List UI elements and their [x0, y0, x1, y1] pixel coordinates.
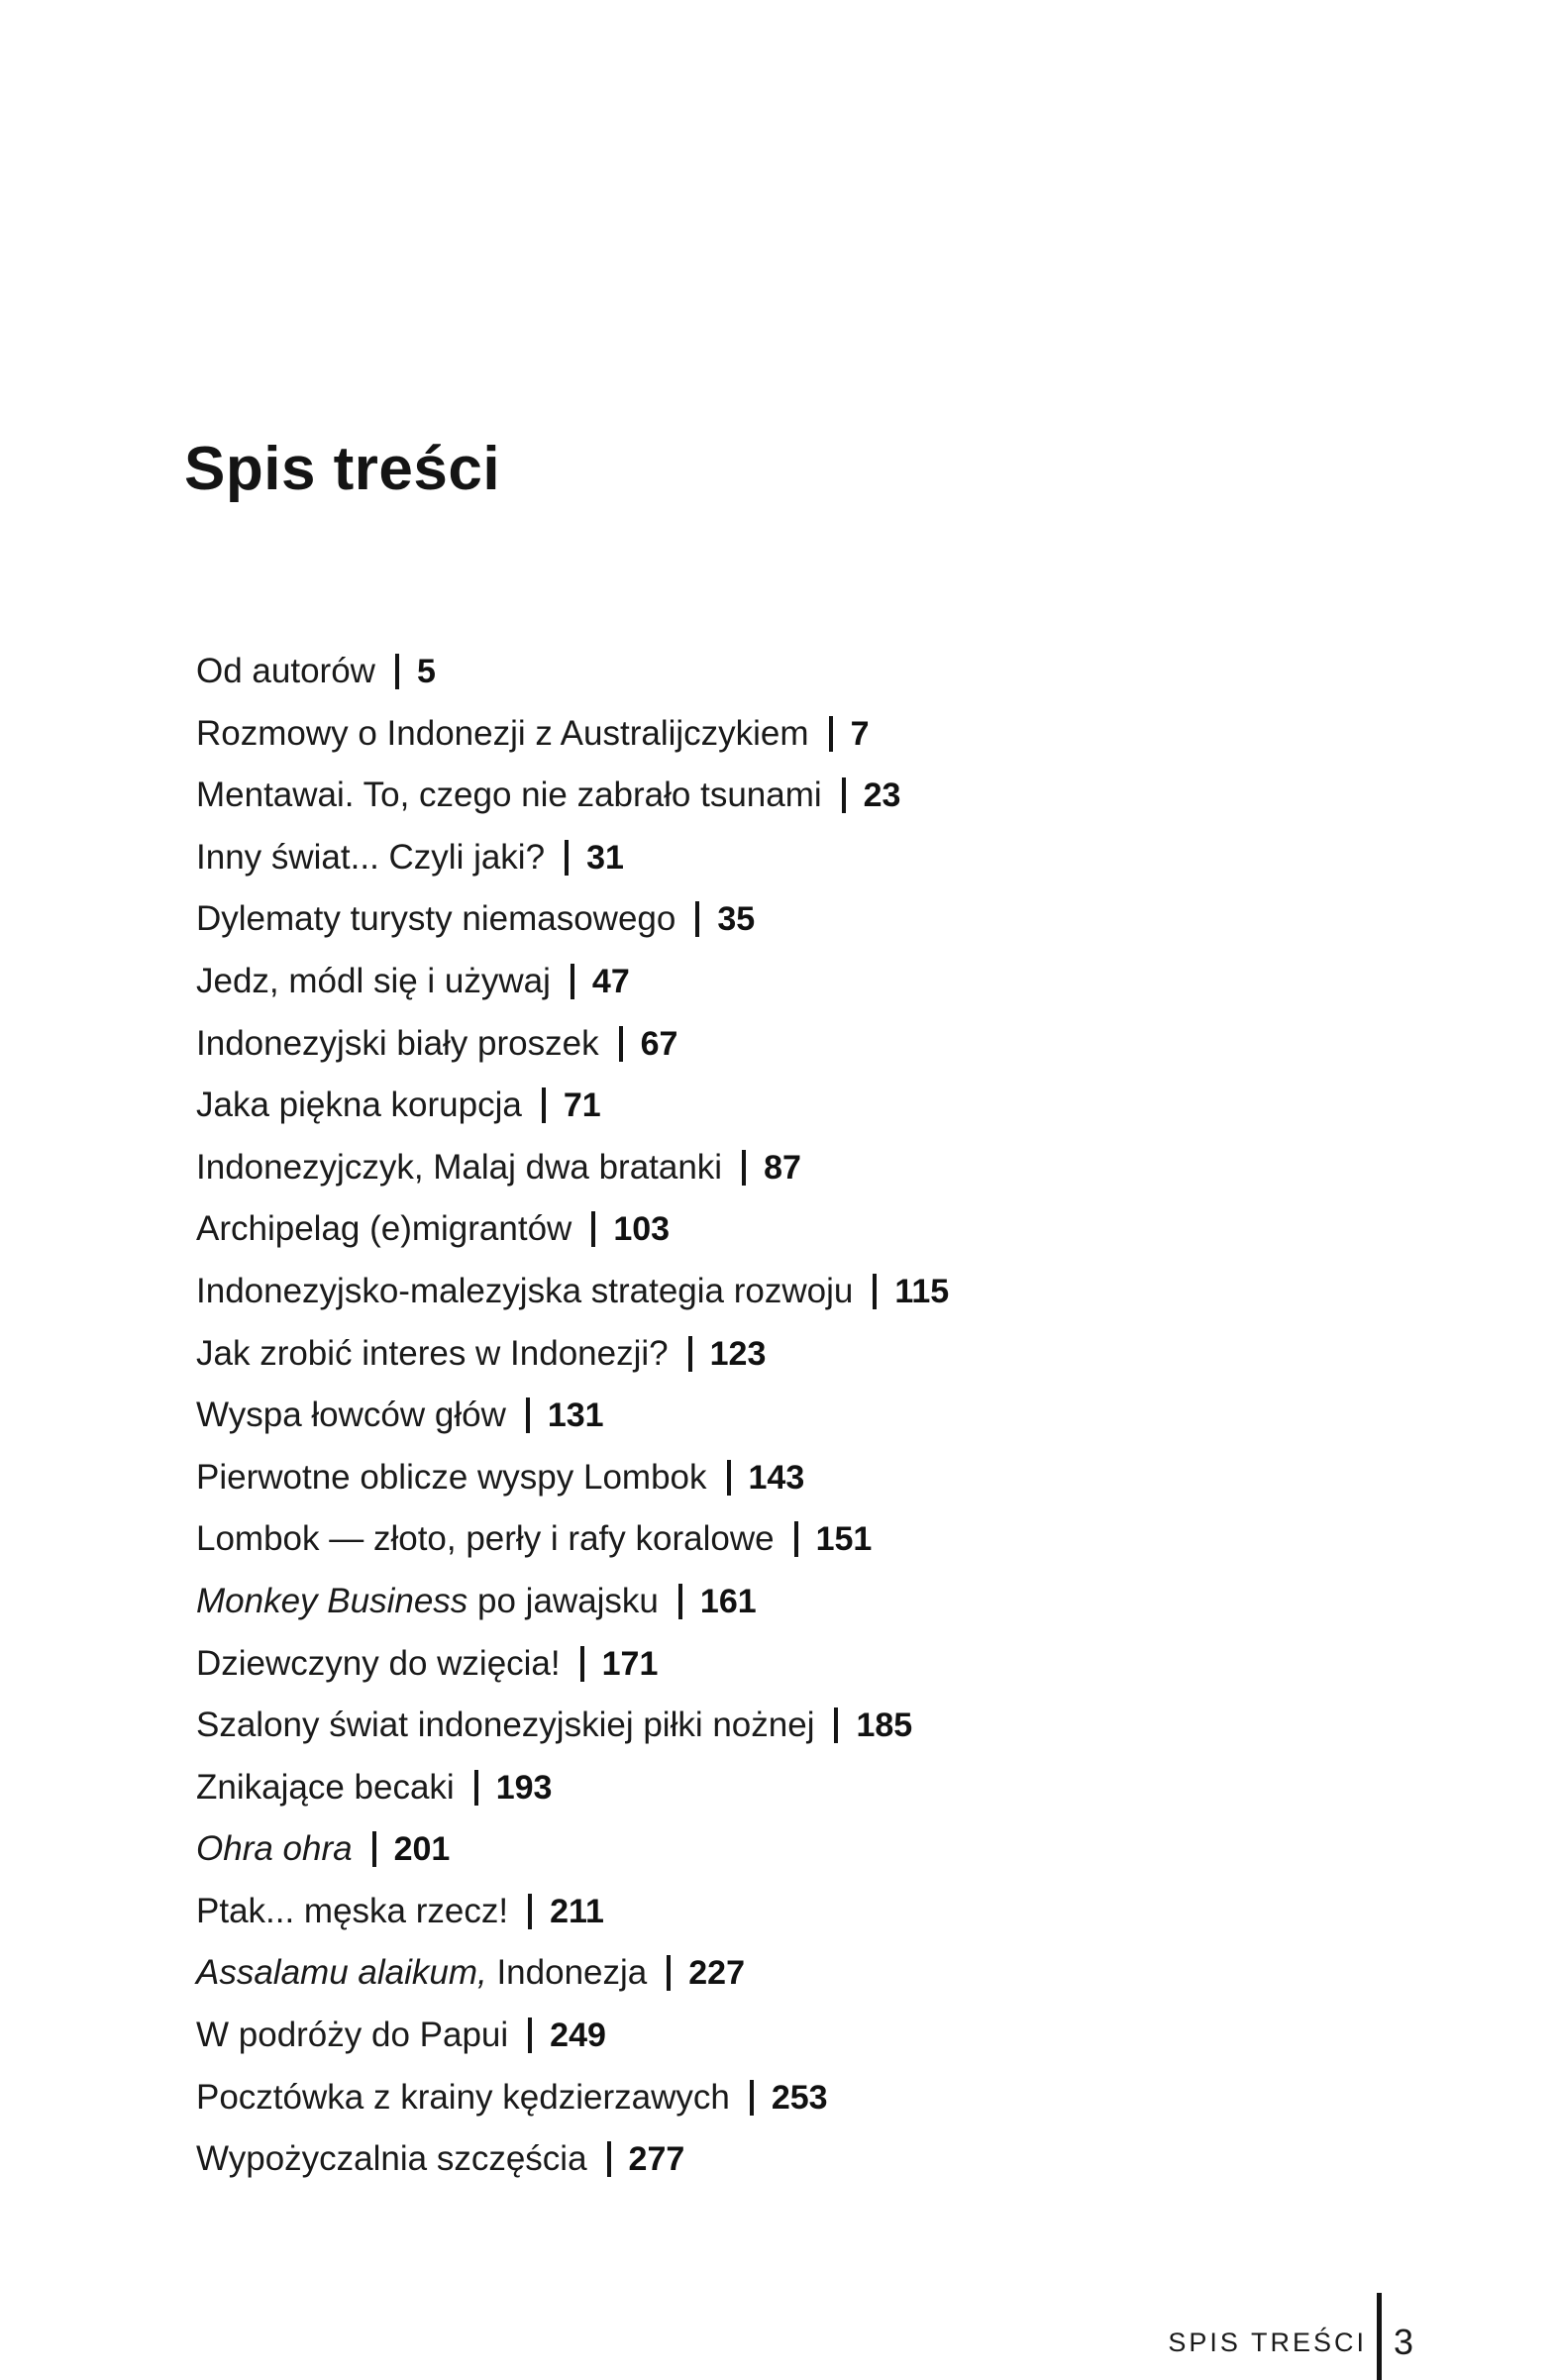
toc-entry [196, 888, 949, 951]
toc-page-number: 115 [894, 1272, 950, 1310]
toc-entry [196, 1508, 949, 1571]
toc-entry-title-text: Dziewczyny do wzięcia! [196, 1643, 561, 1683]
toc-separator [834, 1707, 838, 1743]
toc-separator [565, 840, 569, 876]
toc-entry-title [196, 1829, 353, 1868]
toc-separator [619, 1026, 623, 1062]
toc-entry-title [196, 776, 822, 814]
toc-entry-title-italic: Assalamu alaikum, [196, 1953, 487, 1993]
toc-entry-title [196, 652, 375, 690]
toc-entry-title [196, 1892, 508, 1930]
toc-entry-title [196, 962, 551, 1000]
toc-separator [526, 1397, 530, 1433]
toc-page-number: 7 [850, 714, 870, 753]
toc-separator [528, 1894, 532, 1929]
toc-entry-title-text: Szalony świat indonezyjskiej piłki nożnej [196, 1706, 815, 1745]
toc-entry-title [196, 1334, 669, 1373]
toc-page-number: 211 [550, 1892, 604, 1930]
toc-separator [542, 1087, 546, 1123]
toc-entry-title [196, 1953, 647, 1992]
toc-entry [196, 1881, 949, 1943]
toc-page-number: 143 [748, 1458, 805, 1497]
toc-page-number: 161 [699, 1582, 757, 1620]
toc-entry-title-text: Wypożyczalnia szczęścia [196, 2139, 587, 2179]
toc-entry-title-text: Od autorów [196, 652, 375, 690]
toc-entry [196, 951, 949, 1013]
toc-page-number: 23 [863, 776, 901, 815]
toc-entry-title-text: Pierwotne oblicze wyspy Lombok [196, 1457, 707, 1497]
toc-entry-title [196, 2139, 587, 2178]
toc-separator [474, 1770, 478, 1806]
toc-separator [678, 1584, 682, 1619]
toc-separator [695, 901, 699, 937]
toc-entry-title [196, 899, 675, 938]
toc-entry-title [196, 1519, 775, 1558]
toc-entry [196, 1198, 949, 1261]
toc-entry-title [196, 1768, 455, 1807]
toc-entry-title-text: Mentawai. To, czego nie zabrało tsunami [196, 776, 822, 815]
toc-page-number: 87 [764, 1148, 801, 1187]
toc-entry [196, 1075, 949, 1137]
toc-entry-title [196, 1209, 571, 1248]
toc-entry-title [196, 1706, 814, 1744]
toc-entry [196, 1695, 949, 1757]
toc-entry [196, 1571, 949, 1633]
toc-separator [667, 1955, 671, 1991]
toc-entry-title-text: Jedz, módl się i używaj [196, 961, 551, 1000]
toc-entry-title-italic: Ohra ohra [196, 1829, 353, 1869]
toc-entry [196, 1323, 949, 1386]
toc-page-number: 249 [550, 2017, 606, 2055]
toc-entry [196, 2067, 949, 2129]
toc-entry-title-text: W podróży do Papui [196, 2016, 509, 2055]
toc-separator [873, 1274, 877, 1309]
toc-separator [750, 2080, 754, 2116]
toc-page-number: 151 [815, 1520, 873, 1559]
toc-separator [571, 964, 574, 999]
toc-entry [196, 765, 949, 827]
toc-entry-title [196, 1272, 853, 1310]
toc-entry [196, 1385, 949, 1447]
toc-page-number: 171 [601, 1644, 659, 1683]
toc-page-number: 35 [717, 900, 756, 939]
toc-entry-title [196, 1582, 659, 1620]
toc-entry-title-text: Wyspa łowców głów [196, 1396, 506, 1435]
table-of-contents [196, 641, 949, 2191]
toc-separator [727, 1460, 731, 1496]
toc-entry-title [196, 1086, 522, 1124]
toc-page-number: 227 [688, 1954, 745, 1993]
toc-entry [196, 1633, 949, 1696]
toc-entry-title-text: Rozmowy o Indonezji z Australijczykiem [196, 713, 809, 753]
toc-entry-title [196, 1396, 506, 1434]
toc-entry [196, 2128, 949, 2191]
toc-separator [742, 1150, 746, 1186]
toc-entry [196, 2005, 949, 2067]
toc-entry [196, 703, 949, 766]
toc-page-number: 103 [613, 1210, 671, 1249]
footer-divider [1377, 2293, 1382, 2380]
toc-page-number: 201 [393, 1830, 451, 1869]
toc-entry-title-text: Indonezja [486, 1953, 648, 1993]
toc-entry [196, 1261, 949, 1323]
toc-page-number: 31 [586, 838, 624, 877]
toc-entry [196, 1013, 949, 1076]
toc-entry [196, 641, 949, 703]
toc-entry [196, 827, 949, 889]
toc-separator [829, 716, 833, 752]
toc-page-number: 5 [416, 653, 436, 690]
toc-entry-title-text: Dylematy turysty niemasowego [196, 899, 676, 939]
toc-entry-title [196, 2078, 730, 2117]
footer-page-number: 3 [1393, 2322, 1413, 2362]
toc-entry-title-text: Jaka piękna korupcja [196, 1086, 522, 1125]
toc-entry-title-text: Inny świat... Czyli jaki? [196, 837, 546, 877]
page-title: Spis treści [184, 435, 501, 503]
toc-page-number: 123 [709, 1334, 767, 1373]
toc-page-number: 47 [591, 962, 630, 1000]
toc-entry [196, 1757, 949, 1819]
toc-entry [196, 1137, 949, 1199]
toc-entry-title-text: Archipelag (e)migrantów [196, 1209, 572, 1249]
toc-separator [591, 1211, 595, 1247]
toc-entry-title [196, 838, 545, 877]
toc-entry-title [196, 1148, 722, 1187]
toc-separator [794, 1521, 798, 1557]
toc-entry [196, 1447, 949, 1509]
toc-page-number: 67 [640, 1024, 678, 1063]
toc-separator [395, 654, 399, 689]
toc-entry-title-text: Lombok — złoto, perły i rafy koralowe [196, 1519, 775, 1559]
toc-page-number: 253 [771, 2078, 828, 2117]
page-footer [1168, 2311, 1413, 2374]
toc-entry-title-text: Pocztówka z krainy kędzierzawych [196, 2077, 730, 2117]
toc-separator [528, 2018, 532, 2053]
toc-separator [607, 2141, 611, 2177]
toc-separator [842, 777, 846, 813]
toc-entry-title-text: Indonezyjski biały proszek [196, 1023, 599, 1063]
toc-entry-title-text: Indonezyjczyk, Malaj dwa bratanki [196, 1147, 723, 1187]
toc-entry-title [196, 1644, 561, 1683]
toc-entry [196, 1942, 949, 2005]
toc-entry-title [196, 714, 809, 753]
toc-entry-title-italic: Monkey Business [196, 1581, 468, 1620]
toc-page-number: 193 [495, 1768, 553, 1807]
toc-entry-title-text: Indonezyjsko-malezyjska strategia rozwoju [196, 1271, 854, 1310]
toc-page-number: 71 [563, 1087, 601, 1125]
toc-page-number: 185 [856, 1707, 913, 1745]
toc-page-number: 131 [547, 1397, 604, 1435]
toc-entry-title-text: po jawajsku [467, 1581, 659, 1620]
toc-entry-title-text: Ptak... męska rzecz! [196, 1891, 509, 1930]
toc-page-number: 277 [628, 2140, 685, 2179]
toc-separator [372, 1831, 376, 1867]
toc-entry-title [196, 1024, 599, 1063]
toc-entry-title [196, 2016, 508, 2054]
toc-separator [580, 1646, 584, 1682]
toc-entry-title [196, 1458, 707, 1497]
toc-separator [688, 1336, 692, 1372]
toc-entry-title-text: Znikające becaki [196, 1767, 455, 1807]
footer-section-label: SPIS TREŚCI [1168, 2327, 1367, 2357]
toc-entry-title-text: Jak zrobić interes w Indonezji? [196, 1333, 669, 1373]
toc-entry [196, 1818, 949, 1881]
